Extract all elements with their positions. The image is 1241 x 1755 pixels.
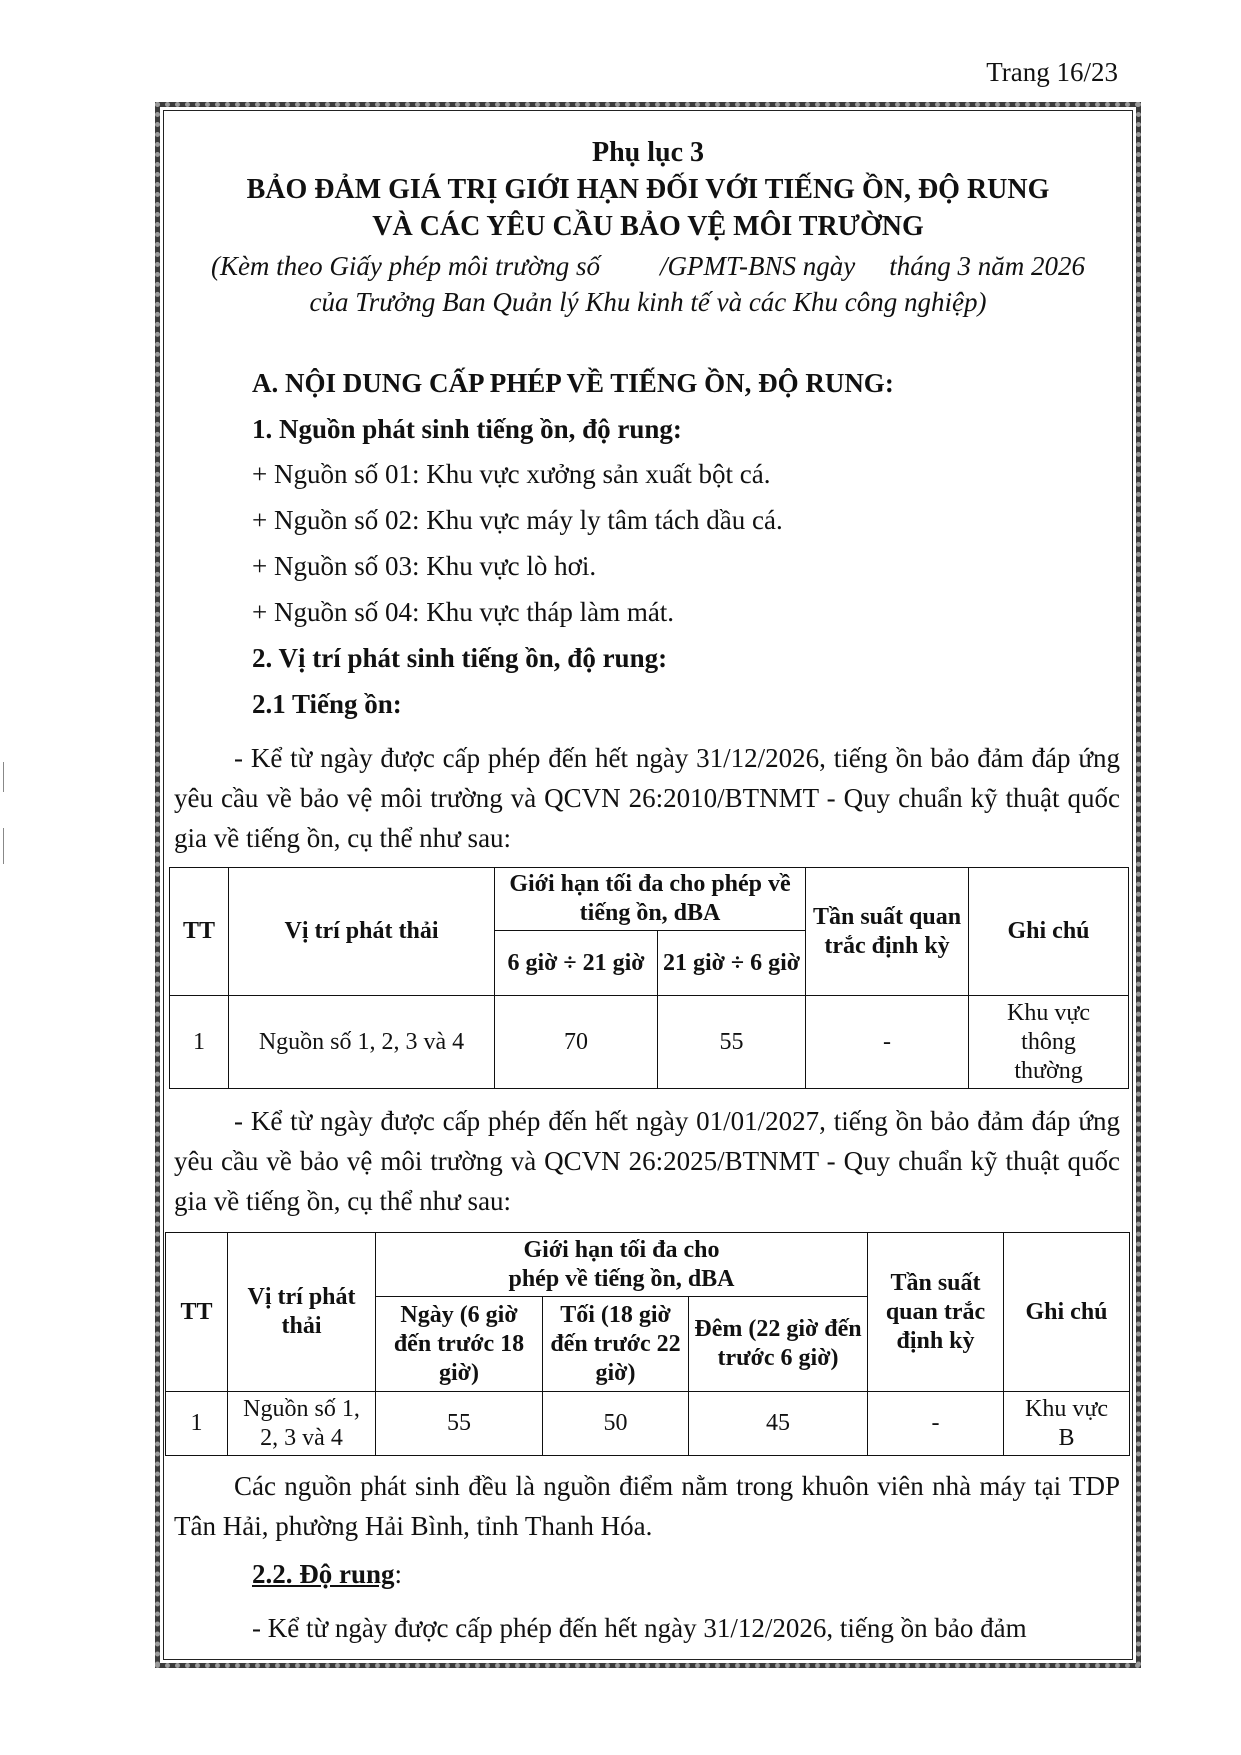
paragraph-source-location [174,1466,1120,1546]
appendix-label: Phụ lục 3 [591,137,705,168]
section-a-heading: A. NỘI DUNG CẤP PHÉP VỀ TIẾNG ỒN, ĐỘ RUNG: [252,368,894,398]
table2-header-night: Đêm (22 giờ đến trước 6 giờ) [689,1297,868,1392]
table2-header-location: Vị trí phát thải [228,1233,376,1392]
noise-limits-table-2025 [165,1232,1130,1456]
table1-cell-night: 55 [658,996,806,1089]
table2-header-frequency: Tần suất quan trắc định kỳ [868,1233,1004,1392]
table1-cell-note: Khu vực thông thường [969,996,1129,1089]
document-title-line-2: VÀ CÁC YÊU CẦU BẢO VỆ MÔI TRƯỜNG [372,211,924,242]
paragraph-noise-2010 [174,738,1120,858]
paragraph-noise-2010-text: - Kể từ ngày được cấp phép đến hết ngày 31/12/2026, tiếng ồn bảo đảm đáp ứng yêu cầu về bảo vệ môi trường và QCVN 26:2010/BTNMT - Quy chuẩn kỹ thuật quốc gia về tiếng ồn, cụ thể như sau: [174,743,1120,853]
table1-header-frequency: Tần suất quan trắc định kỳ [806,868,969,996]
table1-cell-frequency: - [806,996,969,1089]
table2-cell-day: 55 [376,1392,543,1456]
noise-limits-table-2010 [169,867,1129,1089]
table2-header-tt: TT [166,1233,228,1392]
source-item-2: + Nguồn số 02: Khu vực máy ly tâm tách dầu cá. [252,505,783,535]
table2-cell-evening: 50 [543,1392,689,1456]
scan-artifact [3,828,4,864]
paragraph-noise-2025-text: - Kể từ ngày được cấp phép đến hết ngày 01/01/2027, tiếng ồn bảo đảm đáp ứng yêu cầu về bảo vệ môi trường và QCVN 26:2025/BTNMT - Quy chuẩn kỹ thuật quốc gia về tiếng ồn, cụ thể như sau: [174,1106,1120,1216]
table1-header-location: Vị trí phát thải [229,868,495,996]
table1-cell-day: 70 [495,996,658,1089]
table2-cell-frequency: - [868,1392,1004,1456]
document-subtitle-line-1 [163,248,1133,285]
subtitle-part-2: /GPMT-BNS ngày [660,251,856,281]
table2-header-limit-group: Giới hạn tối đa cho phép về tiếng ồn, dBA [376,1233,868,1297]
subtitle-part-3: tháng 3 năm 2026 [889,251,1086,281]
table1-header-day: 6 giờ ÷ 21 giờ [495,931,658,996]
document-title-line-1: BẢO ĐẢM GIÁ TRỊ GIỚI HẠN ĐỐI VỚI TIẾNG ỒN, ĐỘ RUNG [246,174,1050,205]
section-1-heading: 1. Nguồn phát sinh tiếng ồn, độ rung: [252,414,682,444]
table2-cell-night: 45 [689,1392,868,1456]
section-2-heading: 2. Vị trí phát sinh tiếng ồn, độ rung: [252,643,668,673]
source-item-3: + Nguồn số 03: Khu vực lò hơi. [252,551,597,581]
section-2-2-heading [252,1553,402,1595]
paragraph-noise-2025 [174,1101,1120,1221]
table2-cell-location: Nguồn số 1, 2, 3 và 4 [228,1392,376,1456]
page-number: Trang 16/23 [986,57,1118,87]
table1-cell-tt: 1 [170,996,229,1089]
document-subtitle-line-2: của Trưởng Ban Quản lý Khu kinh tế và các Khu công nghiệp) [309,287,987,317]
table1-cell-location: Nguồn số 1, 2, 3 và 4 [229,996,495,1089]
section-2-2-heading-colon: : [394,1559,403,1589]
source-item-4: + Nguồn số 04: Khu vực tháp làm mát. [252,597,675,627]
table2-cell-tt: 1 [166,1392,228,1456]
subtitle-part-1: (Kèm theo Giấy phép môi trường số [210,251,601,281]
paragraph-vibration: - Kể từ ngày được cấp phép đến hết ngày 31/12/2026, tiếng ồn bảo đảm [252,1613,1027,1643]
section-2-2-heading-text: 2.2. Độ rung [252,1559,395,1589]
source-item-1: + Nguồn số 01: Khu vực xưởng sản xuất bột cá. [252,459,771,489]
section-2-1-heading: 2.1 Tiếng ồn: [252,689,402,719]
table-row [170,996,1129,1089]
table1-header-limit-group: Giới hạn tối đa cho phép về tiếng ồn, dBA [495,868,806,931]
table-row [166,1392,1130,1456]
table1-header-note: Ghi chú [969,868,1129,996]
table2-header-note: Ghi chú [1004,1233,1130,1392]
table1-header-night: 21 giờ ÷ 6 giờ [658,931,806,996]
table2-header-evening: Tối (18 giờ đến trước 22 giờ) [543,1297,689,1392]
scan-artifact [3,762,4,792]
paragraph-source-location-text: Các nguồn phát sinh đều là nguồn điểm nằm trong khuôn viên nhà máy tại TDP Tân Hải, phường Hải Bình, tỉnh Thanh Hóa. [174,1471,1120,1541]
table2-cell-note: Khu vực B [1004,1392,1130,1456]
table1-header-tt: TT [170,868,229,996]
table2-header-day: Ngày (6 giờ đến trước 18 giờ) [376,1297,543,1392]
